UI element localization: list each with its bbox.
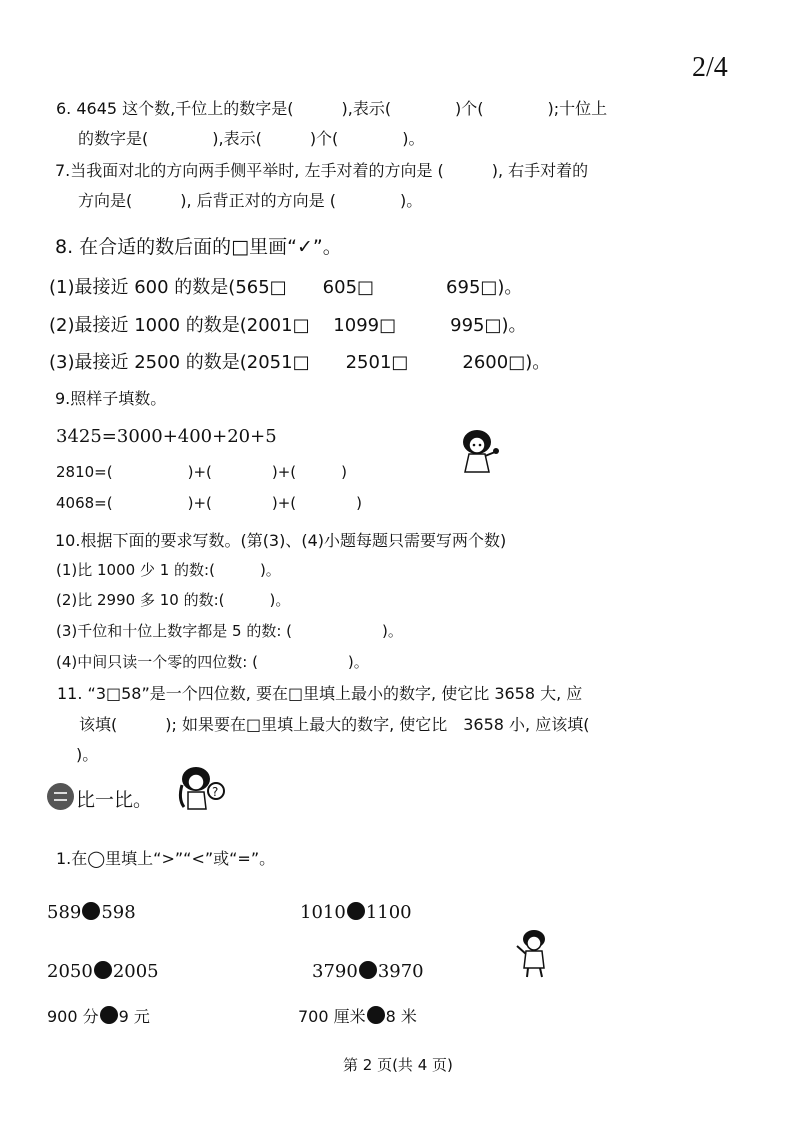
s2-q1-title: 1.在◯里填上“>”“<”或“=”。 [56,849,276,868]
comparison-right: 8 米 [385,1007,417,1026]
q9-example: 3425=3000+400+20+5 [56,426,277,447]
comparison-right: 598 [101,902,136,923]
comparison-left: 589 [47,902,82,923]
section-badge-icon [47,783,74,810]
comparison-right: 1100 [365,902,412,923]
comparison-right: 3970 [377,961,424,982]
q9-row-2: 4068=( )+( )+( ) [56,494,362,512]
compare-circle[interactable] [94,961,112,979]
q7-line2: 方向是( ), 后背正对的方向是 ( )。 [78,191,423,210]
comparison-5 [47,1004,150,1027]
q6-line1: 6. 4645 这个数,千位上的数字是( ),表示( )个( );十位上 [56,99,608,118]
q6-line2: 的数字是( ),表示( )个( )。 [78,129,425,148]
q7-line1: 7.当我面对北的方向两手侧平举时, 左手对着的方向是 ( ), 右手对着的 [55,161,589,180]
comparison-left: 700 厘米 [298,1007,366,1026]
compare-circle[interactable] [347,902,365,920]
q8-item-3: (3)最接近 2500 的数是(2051□ 2501□ 2600□)。 [49,352,551,373]
compare-circle[interactable] [100,1006,118,1024]
boy-pointing-cartoon-icon [514,928,554,978]
comparison-left: 3790 [312,961,358,982]
comparison-6 [298,1004,417,1027]
section2-title: 比一比。 [76,789,153,811]
comparison-3 [47,961,159,982]
compare-circle[interactable] [82,902,100,920]
q9-row-1: 2810=( )+( )+( ) [56,463,347,481]
comparison-right: 2005 [112,961,159,982]
q11-line3: )。 [76,745,99,764]
comparison-2 [300,902,412,923]
q11-line1: 11. “3□58”是一个四位数, 要在□里填上最小的数字, 使它比 3658 大, 应 [57,684,583,703]
comparison-4 [312,961,424,982]
comparison-right: 9 元 [118,1007,150,1026]
compare-circle[interactable] [367,1006,385,1024]
q8-item-2: (2)最接近 1000 的数是(2001□ 1099□ 995□)。 [49,315,527,336]
q11-line2: 该填( ); 如果要在□里填上最大的数字, 使它比 3658 小, 应该填( [79,715,590,734]
svg-text:?: ? [212,785,219,799]
girl-cartoon-icon [455,428,503,478]
comparison-left: 900 分 [47,1007,99,1026]
compare-circle[interactable] [359,961,377,979]
q10-item-3: (3)千位和十位上数字都是 5 的数: ( )。 [56,622,403,640]
q10-title: 10.根据下面的要求写数。(第(3)、(4)小题每题只需要写两个数) [55,531,507,550]
q10-item-1: (1)比 1000 少 1 的数:( )。 [56,561,281,579]
comparison-1 [47,902,136,923]
page-number-top: 2/4 [692,52,728,83]
q9-title: 9.照样子填数。 [55,389,167,408]
comparison-left: 1010 [300,902,346,923]
q10-item-2: (2)比 2990 多 10 的数:( )。 [56,591,291,609]
q8-item-1: (1)最接近 600 的数是(565□ 605□ 695□)。 [49,277,523,298]
q8-title: 8. 在合适的数后面的□里画“✓”。 [55,236,342,258]
comparison-left: 2050 [47,961,93,982]
page-footer: 第 2 页(共 4 页) [343,1056,453,1074]
girl-thinking-cartoon-icon [176,765,226,813]
q10-item-4: (4)中间只读一个零的四位数: ( )。 [56,653,369,671]
